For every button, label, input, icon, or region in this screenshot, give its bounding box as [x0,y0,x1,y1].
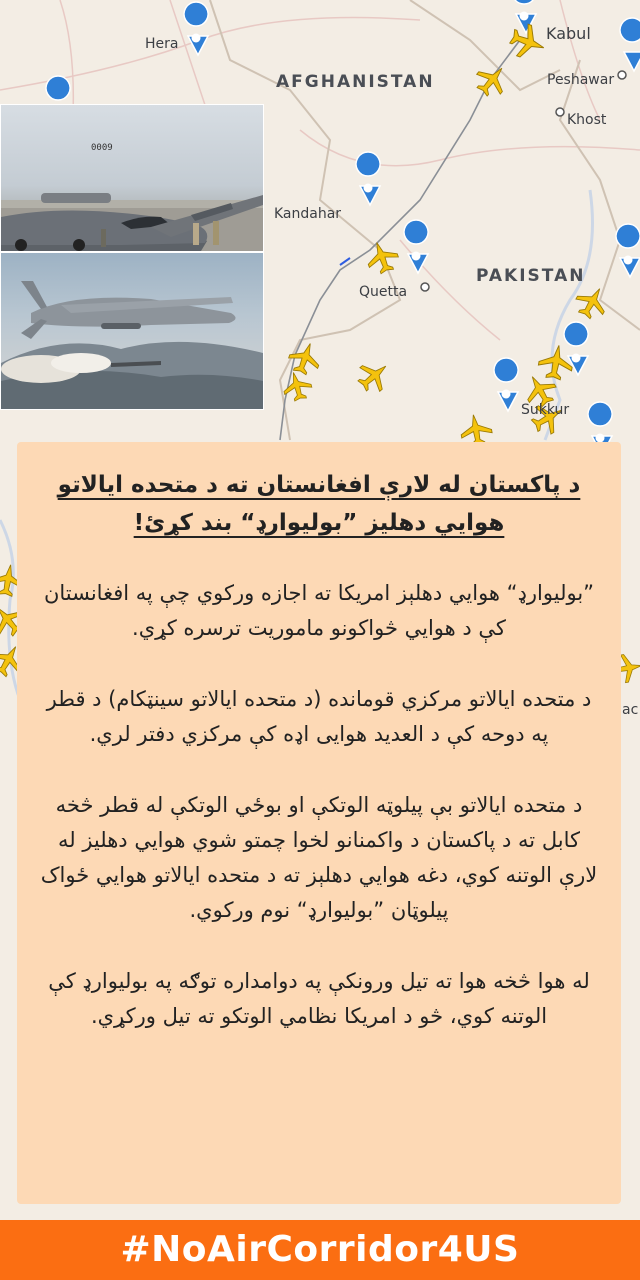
b52-bomber-icon [1,105,263,251]
city-label-peshawar: Peshawar [547,72,615,88]
city-label-kabul: Kabul [546,24,591,43]
card-title: د پاکستان له لارې افغانستان ته د متحده ایالاتو هوایي دهلیز ”بولیوارډ“ بند کړئ! [57,472,581,536]
drone-photo [0,252,264,410]
bomber-photo [0,104,264,252]
country-label-pakistan: PAKISTAN [476,266,586,286]
city-label-kandahar: Kandahar [274,206,342,222]
city-label-edge: ac [622,702,639,718]
tail-number: 0009 [91,143,113,153]
city-label-quetta: Quetta [359,284,408,300]
paragraph-centcom: د متحده ایالاتو مرکزي قوماندە (د متحده ایالاتو سینټکام) د قطر په دوحه کې د العدید هوایی اډه کې مرکزي دفتر لري. [46,687,592,746]
city-label-khost: Khost [567,112,607,128]
country-label-afghanistan: AFGHANISTAN [276,72,435,92]
city-label-herat: Hera [145,36,179,52]
city-label-sukkur: Sukkur [521,402,570,418]
hashtag-banner: #NoAirCorridor4US [0,1220,640,1280]
paragraph-refueling: له هوا څخه هوا ته تيل ورونکې په دوامداره توګه په بولیوارډ کې الوتنه کوي، څو د امریکا نظامي الوتکو ته تیل ورکړي. [48,969,590,1028]
paragraph-boulevard: ”بولیوارډ“ هوایي دهلېز امریکا ته اجازه ورکوي چې په افغانستان کې د هوایي څواکونو ماموریت ترسره کړي. [43,581,595,640]
reaper-drone-icon [1,253,263,409]
paragraph-drones-corridor: د متحده ایالاتو بې پیلوټه الوتکې او بوځي الوتکې له قطر څخه کابل ته د پاکستان د واکمنانو لخوا چمتو شوي هوايي دهلیز له لارې الوتنه کوي، دغه هوايي دهلېز ته د متحده ایالاتو هوایي ځواک پیلوټان ”بولیوارډ“ نوم ورکوي. [40,793,598,922]
content-card [17,442,621,1204]
